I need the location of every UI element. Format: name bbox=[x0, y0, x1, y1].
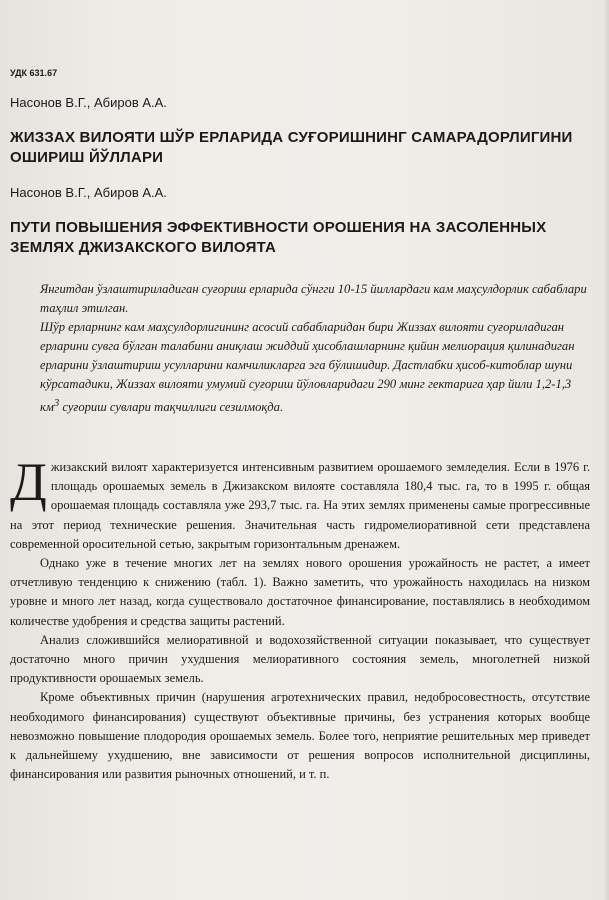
abstract-paragraph-1: Янгитдан ўзлаштириладиган суғориш ерларида сўнгги 10-15 йиллардаги кам маҳсулдорлик сабаблари таҳлил этилган. bbox=[40, 282, 587, 315]
authors-russian: Насонов В.Г., Абиров А.А. bbox=[10, 185, 167, 200]
abstract-paragraph-2 bbox=[40, 318, 588, 417]
body-paragraph-3: Анализ сложившийся мелиоративной и водохозяйственной ситуации показывает, что существует достаточно много причин ухудшения мелиоративного состояния земель, многолетней низкой продуктивности орошаемых земель. bbox=[10, 632, 590, 686]
abstract-text: Шўр ерларнинг кам маҳсулдорлигининг асосий сабабларидан бири Жиззах вилояти суғориладиган ерларини сувга бўлган талабини аниқлаш жиддий ҳисоблашларнинг қийин мелиорация қилинадиган ерларини ўзлаштириш усулларини камчиликларга эга бўлишидир. Дастлабки ҳисоб-китоблар шуни кўрсатадики, Жиззах вилояти умумий суғориш йўловларидаги 290 минг гектарига ҳар йили 1,2-1,3 км bbox=[40, 320, 575, 415]
body-paragraph-2: Однако уже в течение многих лет на землях нового орошения урожайность не растет, а имеет отчетливую тенденцию к снижению (табл. 1). Важно заметить, что урожайность находилась на низком уровне и много лет назад, когда существовало достаточное финансирование, поставлялись в необходимом количестве удобрения и средства защиты растений. bbox=[10, 556, 590, 628]
page-edge-shadow bbox=[603, 0, 609, 900]
title-russian: ПУТИ ПОВЫШЕНИЯ ЭФФЕКТИВНОСТИ ОРОШЕНИЯ НА ЗАСОЛЕННЫХ ЗЕМЛЯХ ДЖИЗАКСКОГО ВИЛОЯТА bbox=[10, 219, 547, 256]
body-paragraph-1-text: жизакский вилоят характеризуется интенсивным развитием орошаемого земледелия. Если в 1976 г. площадь орошаемых земель в Джизакском вилояте составляла 180,4 тыс. га, то в 1995 г. общая орошаемая площадь составляла уже 293,7 тыс. га. На этих землях применены самые прогрессивные на этот период технические решения. Значительная часть гидромелиоративной сети представлена современной оросительной сетью, закрытым горизонтальным дренажем. bbox=[10, 460, 590, 551]
title-uzbek: ЖИЗЗАХ ВИЛОЯТИ ШЎР ЕРЛАРИДА СУҒОРИШНИНГ САМАРАДОРЛИГИНИ ОШИРИШ ЙЎЛЛАРИ bbox=[10, 129, 573, 166]
authors-uzbek: Насонов В.Г., Абиров А.А. bbox=[10, 95, 167, 110]
superscript-cube: 3 bbox=[53, 398, 60, 409]
abstract-text-end: суғориш сувлари тақчиллиги сезилмоқда. bbox=[59, 400, 284, 415]
abstract bbox=[40, 280, 588, 417]
drop-cap: Д bbox=[10, 452, 47, 512]
body-paragraph-1 bbox=[10, 452, 590, 554]
article-body bbox=[10, 452, 590, 784]
udk-code: УДК 631.67 bbox=[10, 68, 58, 78]
body-paragraph-4: Кроме объективных причин (нарушения агротехнических правил, недобросовестность, отсутствие необходимого финансирования) существуют объективные причины, без устранения которых вообще невозможно повышение плодородия орошаемых земель. Более того, неприятие решительных мер приведет к дальнейшему ухудшению, вне зависимости от решения вопросов исполнительной дисциплины, финансирования или развития рыночных отношений, и т. п. bbox=[10, 690, 590, 782]
